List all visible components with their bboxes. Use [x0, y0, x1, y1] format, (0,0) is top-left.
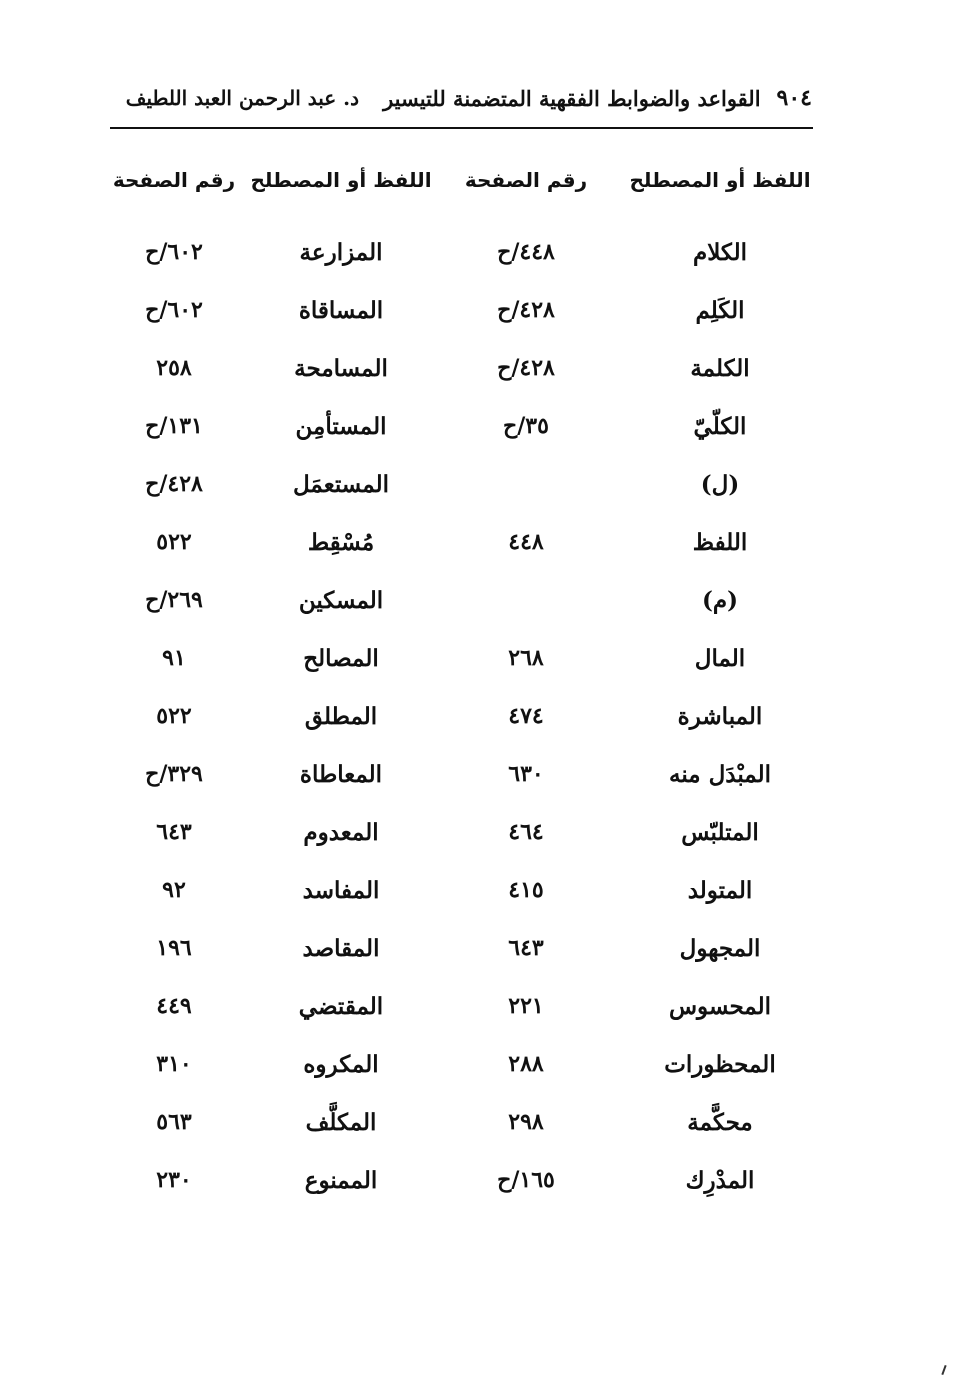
term-2-cell: المستأمِن — [295, 412, 387, 440]
table-row — [100, 571, 822, 629]
term-2-cell: الممنوع — [304, 1166, 378, 1194]
column-header-term-2: اللفظ أو المصطلح — [250, 168, 432, 192]
page-2-cell: ٩٢ — [162, 877, 186, 903]
term-1-cell: الكلّيّ — [693, 412, 747, 440]
page-2-cell: ٣٢٩/ح — [145, 761, 203, 787]
table-row — [100, 977, 822, 1035]
term-1-cell: (ل) — [700, 470, 740, 498]
table-row — [100, 687, 822, 745]
page-1-cell: ٢٩٨ — [508, 1109, 544, 1135]
table-row — [100, 919, 822, 977]
table-row — [100, 455, 822, 513]
term-2-cell: المعاطاة — [299, 760, 383, 788]
term-1-cell: الكلام — [692, 238, 748, 266]
page-2-cell: ٥٢٢ — [156, 703, 192, 729]
page-1-cell: ٢٢١ — [508, 993, 544, 1019]
term-1-cell: المحسوس — [668, 992, 772, 1020]
table-row — [100, 629, 822, 687]
table-row — [100, 861, 822, 919]
table-row — [100, 1093, 822, 1151]
term-2-cell: المزارعة — [299, 238, 383, 266]
page-1-cell: ٤٦٤ — [508, 819, 544, 845]
term-1-cell: الكَلِم — [695, 296, 745, 324]
term-1-cell: المجهول — [679, 934, 761, 962]
page-1-cell: ٤٢٨/ح — [497, 355, 555, 381]
table-row — [100, 397, 822, 455]
term-1-cell: المتلبّس — [681, 818, 759, 846]
page-1-cell: ٦٣٠ — [508, 761, 544, 787]
page-1-cell: ٤٤٨/ح — [497, 239, 555, 265]
page-1-cell: ٤٤٨ — [508, 529, 544, 555]
term-1-cell: المباشرة — [677, 702, 763, 730]
term-1-cell: الكلمة — [690, 354, 750, 382]
term-1-cell: المدْرِك — [685, 1166, 755, 1194]
page-2-cell: ٥٦٣ — [156, 1109, 192, 1135]
page-2-cell: ٩١ — [162, 645, 186, 671]
term-2-cell: المعدوم — [303, 818, 379, 846]
term-2-cell: المقاصد — [302, 934, 380, 962]
page-2-cell: ٣١٠ — [156, 1051, 192, 1077]
index-table — [100, 150, 822, 1209]
table-row — [100, 223, 822, 281]
term-2-cell: المطلق — [304, 702, 378, 730]
term-1-cell: محكَّمة — [687, 1108, 753, 1136]
table-row — [100, 513, 822, 571]
page-2-cell: ٢٣٠ — [156, 1167, 192, 1193]
page-2-cell: ١٩٦ — [156, 935, 192, 961]
term-2-cell: المقتضي — [298, 992, 384, 1020]
page-2-cell: ٢٥٨ — [156, 355, 192, 381]
running-header — [110, 78, 812, 118]
table-row — [100, 1035, 822, 1093]
term-2-cell: المسكين — [298, 586, 384, 614]
page-1-cell: ٦٤٣ — [508, 935, 544, 961]
page-1-cell: ٢٦٨ — [508, 645, 544, 671]
page-2-cell: ٦٤٣ — [156, 819, 192, 845]
term-2-cell: المساقاة — [298, 296, 384, 324]
term-2-cell: المصالح — [303, 644, 379, 672]
column-header-term-1: اللفظ أو المصطلح — [629, 168, 811, 192]
table-row — [100, 1151, 822, 1209]
column-header-page-2: رقم الصفحة — [112, 168, 236, 192]
table-row — [100, 339, 822, 397]
table-header-row — [100, 150, 822, 210]
term-1-cell: (م) — [701, 586, 738, 614]
page-1-cell: ٢٨٨ — [508, 1051, 544, 1077]
book-title: القواعد والضوابط الفقهية المتضمنة للتيسير — [383, 85, 761, 111]
term-2-cell: المكلَّف — [305, 1108, 377, 1136]
page-number: ٩٠٤ — [776, 85, 812, 111]
page-2-cell: ٥٢٢ — [156, 529, 192, 555]
page-2-cell: ٤٢٨/ح — [145, 471, 203, 497]
table-row — [100, 803, 822, 861]
term-1-cell: المتولد — [687, 876, 753, 904]
table-row — [100, 281, 822, 339]
page-1-cell: ٤٧٤ — [508, 703, 544, 729]
term-1-cell: المال — [694, 644, 746, 672]
term-1-cell: المبْدَل منه — [668, 760, 772, 788]
term-2-cell: المكروه — [303, 1050, 379, 1078]
page-1-cell: ٤١٥ — [508, 877, 544, 903]
scan-mark — [941, 1365, 946, 1375]
page-2-cell: ٢٦٩/ح — [145, 587, 203, 613]
page-2-cell: ٦٠٢/ح — [145, 239, 203, 265]
author-name: د. عبد الرحمن العبد اللطيف — [125, 86, 360, 110]
column-header-page-1: رقم الصفحة — [464, 168, 588, 192]
page-2-cell: ٦٠٢/ح — [145, 297, 203, 323]
page-1-cell: ٣٥/ح — [503, 413, 549, 439]
header-rule — [110, 127, 813, 129]
term-2-cell: مُسْقِط — [307, 528, 375, 556]
table-body — [100, 223, 822, 1209]
term-2-cell: المفاسد — [302, 876, 380, 904]
page-2-cell: ٤٤٩ — [156, 993, 192, 1019]
page-1-cell: ١٦٥/ح — [497, 1167, 555, 1193]
page-1-cell: ٤٢٨/ح — [497, 297, 555, 323]
page-2-cell: ١٣١/ح — [145, 413, 203, 439]
term-2-cell: المسامحة — [294, 354, 388, 382]
table-row — [100, 745, 822, 803]
term-1-cell: اللفظ — [692, 528, 748, 556]
term-2-cell: المستعمَل — [293, 470, 389, 498]
term-1-cell: المحظورات — [664, 1050, 776, 1078]
